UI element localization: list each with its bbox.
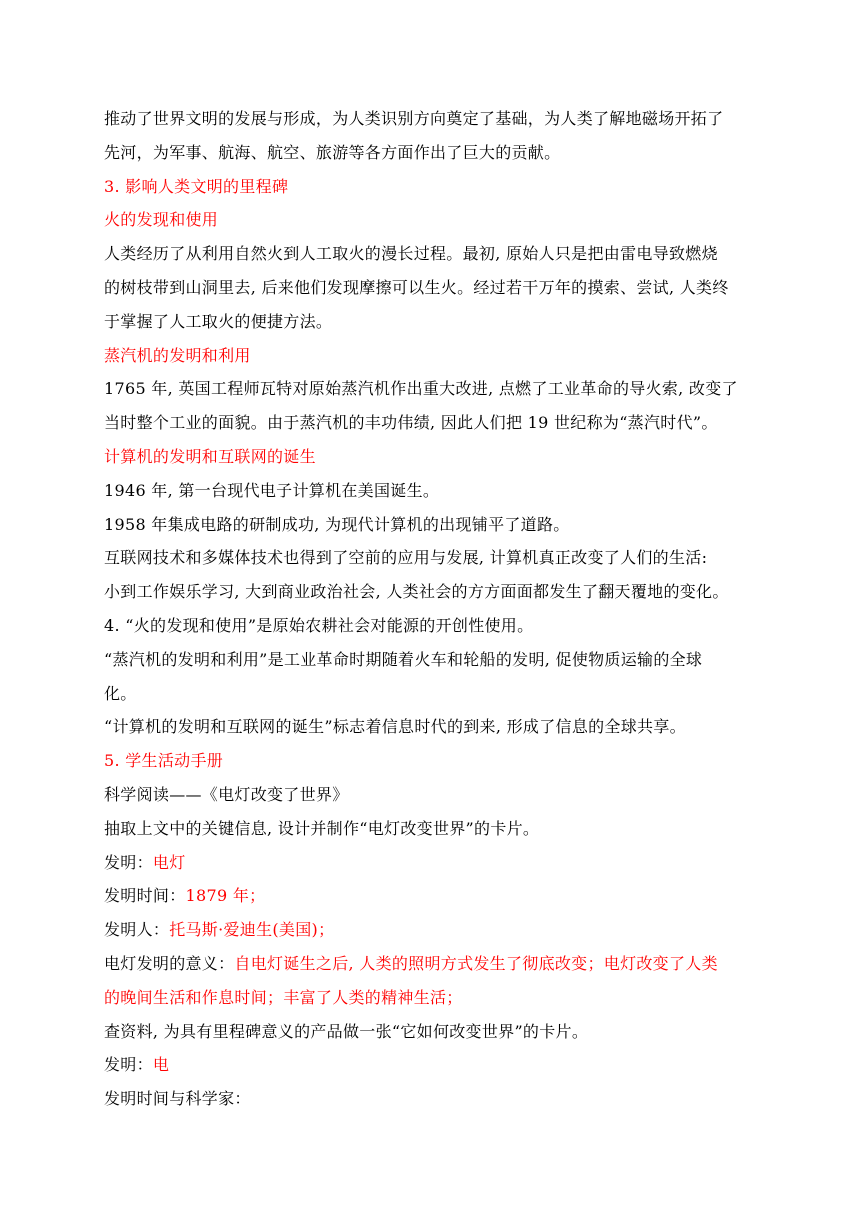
body-text: 发明： <box>104 852 153 872</box>
text-line <box>104 136 764 170</box>
text-line <box>104 1015 764 1049</box>
body-text: 1958 年集成电路的研制成功, 为现代计算机的出现铺平了道路。 <box>104 514 570 534</box>
body-text: 发明时间： <box>104 886 186 906</box>
body-text: 化。 <box>104 683 137 703</box>
body-text: 1946 年, 第一台现代电子计算机在美国诞生。 <box>104 480 440 500</box>
text-line <box>104 1082 764 1116</box>
highlighted-text: 电灯 <box>152 852 186 872</box>
body-text: 4. “火的发现和使用”是原始农耕社会对能源的开创性使用。 <box>104 615 534 635</box>
body-text: 电灯发明的意义： <box>104 953 235 973</box>
text-line <box>104 170 764 204</box>
text-line <box>104 1048 764 1082</box>
body-text: 1765 年, 英国工程师瓦特对原始蒸汽机作出重大改进, 点燃了工业革命的导火索, 改变了 <box>104 379 738 399</box>
body-text: 互联网技术和多媒体技术也得到了空前的应用与发展, 计算机真正改变了人们的生活: <box>104 548 708 568</box>
body-text: 先河，为军事、航海、航空、旅游等各方面作出了巨大的贡献。 <box>104 142 561 162</box>
text-line <box>104 237 764 271</box>
highlighted-text: 5. 学生活动手册 <box>104 751 224 771</box>
text-line <box>104 271 764 305</box>
highlighted-text: 1879 年； <box>185 886 266 906</box>
text-line <box>104 102 764 136</box>
body-text: 人类经历了从利用自然火到人工取火的漫长过程。最初, 原始人只是把由雷电导致燃烧 <box>104 244 718 264</box>
text-line <box>104 508 764 542</box>
body-text: 发明： <box>104 1055 153 1075</box>
body-text: 于掌握了人工取火的便捷方法。 <box>104 311 333 331</box>
highlighted-text: 托马斯·爱迪生(美国)； <box>169 920 335 940</box>
highlighted-text: 计算机的发明和互联网的诞生 <box>104 446 316 466</box>
highlighted-text: 的晚间生活和作息时间；丰富了人类的精神生活； <box>104 987 463 1007</box>
body-text: 当时整个工业的面貌。由于蒸汽机的丰功伟绩, 因此人们把 19 世纪称为“蒸汽时代”。 <box>104 413 718 433</box>
text-line <box>104 609 764 643</box>
text-line <box>104 879 764 913</box>
text-line <box>104 339 764 373</box>
body-text: 抽取上文中的关键信息, 设计并制作“电灯改变世界”的卡片。 <box>104 818 540 838</box>
highlighted-text: 自电灯诞生之后, 人类的照明方式发生了彻底改变；电灯改变了人类 <box>234 953 718 973</box>
text-line <box>104 541 764 575</box>
text-line <box>104 203 764 237</box>
text-line <box>104 812 764 846</box>
body-text: 推动了世界文明的发展与形成，为人类识别方向奠定了基础，为人类了解地磁场开拓了 <box>104 109 724 128</box>
highlighted-text: 电 <box>152 1055 170 1075</box>
document-page <box>104 102 764 1116</box>
text-line <box>104 913 764 947</box>
text-line <box>104 778 764 812</box>
body-text: “计算机的发明和互联网的诞生”标志着信息时代的到来, 形成了信息的全球共享。 <box>104 717 686 737</box>
highlighted-text: 3. 影响人类文明的里程碑 <box>104 176 289 196</box>
highlighted-text: 火的发现和使用 <box>104 210 219 230</box>
body-text: 小到工作娱乐学习, 大到商业政治社会, 人类社会的方方面面都发生了翻天覆地的变化。 <box>104 582 729 602</box>
body-text: 发明时间与科学家： <box>104 1089 251 1109</box>
body-text: 科学阅读——《电灯改变了世界》 <box>104 784 349 804</box>
body-text: “蒸汽机的发明和利用”是工业革命时期随着火车和轮船的发明, 促使物质运输的全球 <box>104 649 703 669</box>
text-line <box>104 474 764 508</box>
highlighted-text: 蒸汽机的发明和利用 <box>104 345 251 365</box>
text-line <box>104 643 764 677</box>
text-line <box>104 710 764 744</box>
text-line <box>104 440 764 474</box>
text-line <box>104 846 764 880</box>
text-line <box>104 372 764 406</box>
body-text: 的树枝带到山洞里去, 后来他们发现摩擦可以生火。经过若干万年的摸索、尝试, 人类终 <box>104 277 729 297</box>
text-line <box>104 406 764 440</box>
body-text: 查资料, 为具有里程碑意义的产品做一张“它如何改变世界”的卡片。 <box>104 1021 589 1041</box>
body-text: 发明人： <box>104 920 170 940</box>
text-line <box>104 305 764 339</box>
text-line <box>104 575 764 609</box>
text-line <box>104 744 764 778</box>
text-line <box>104 677 764 711</box>
text-line <box>104 981 764 1015</box>
text-line <box>104 947 764 981</box>
